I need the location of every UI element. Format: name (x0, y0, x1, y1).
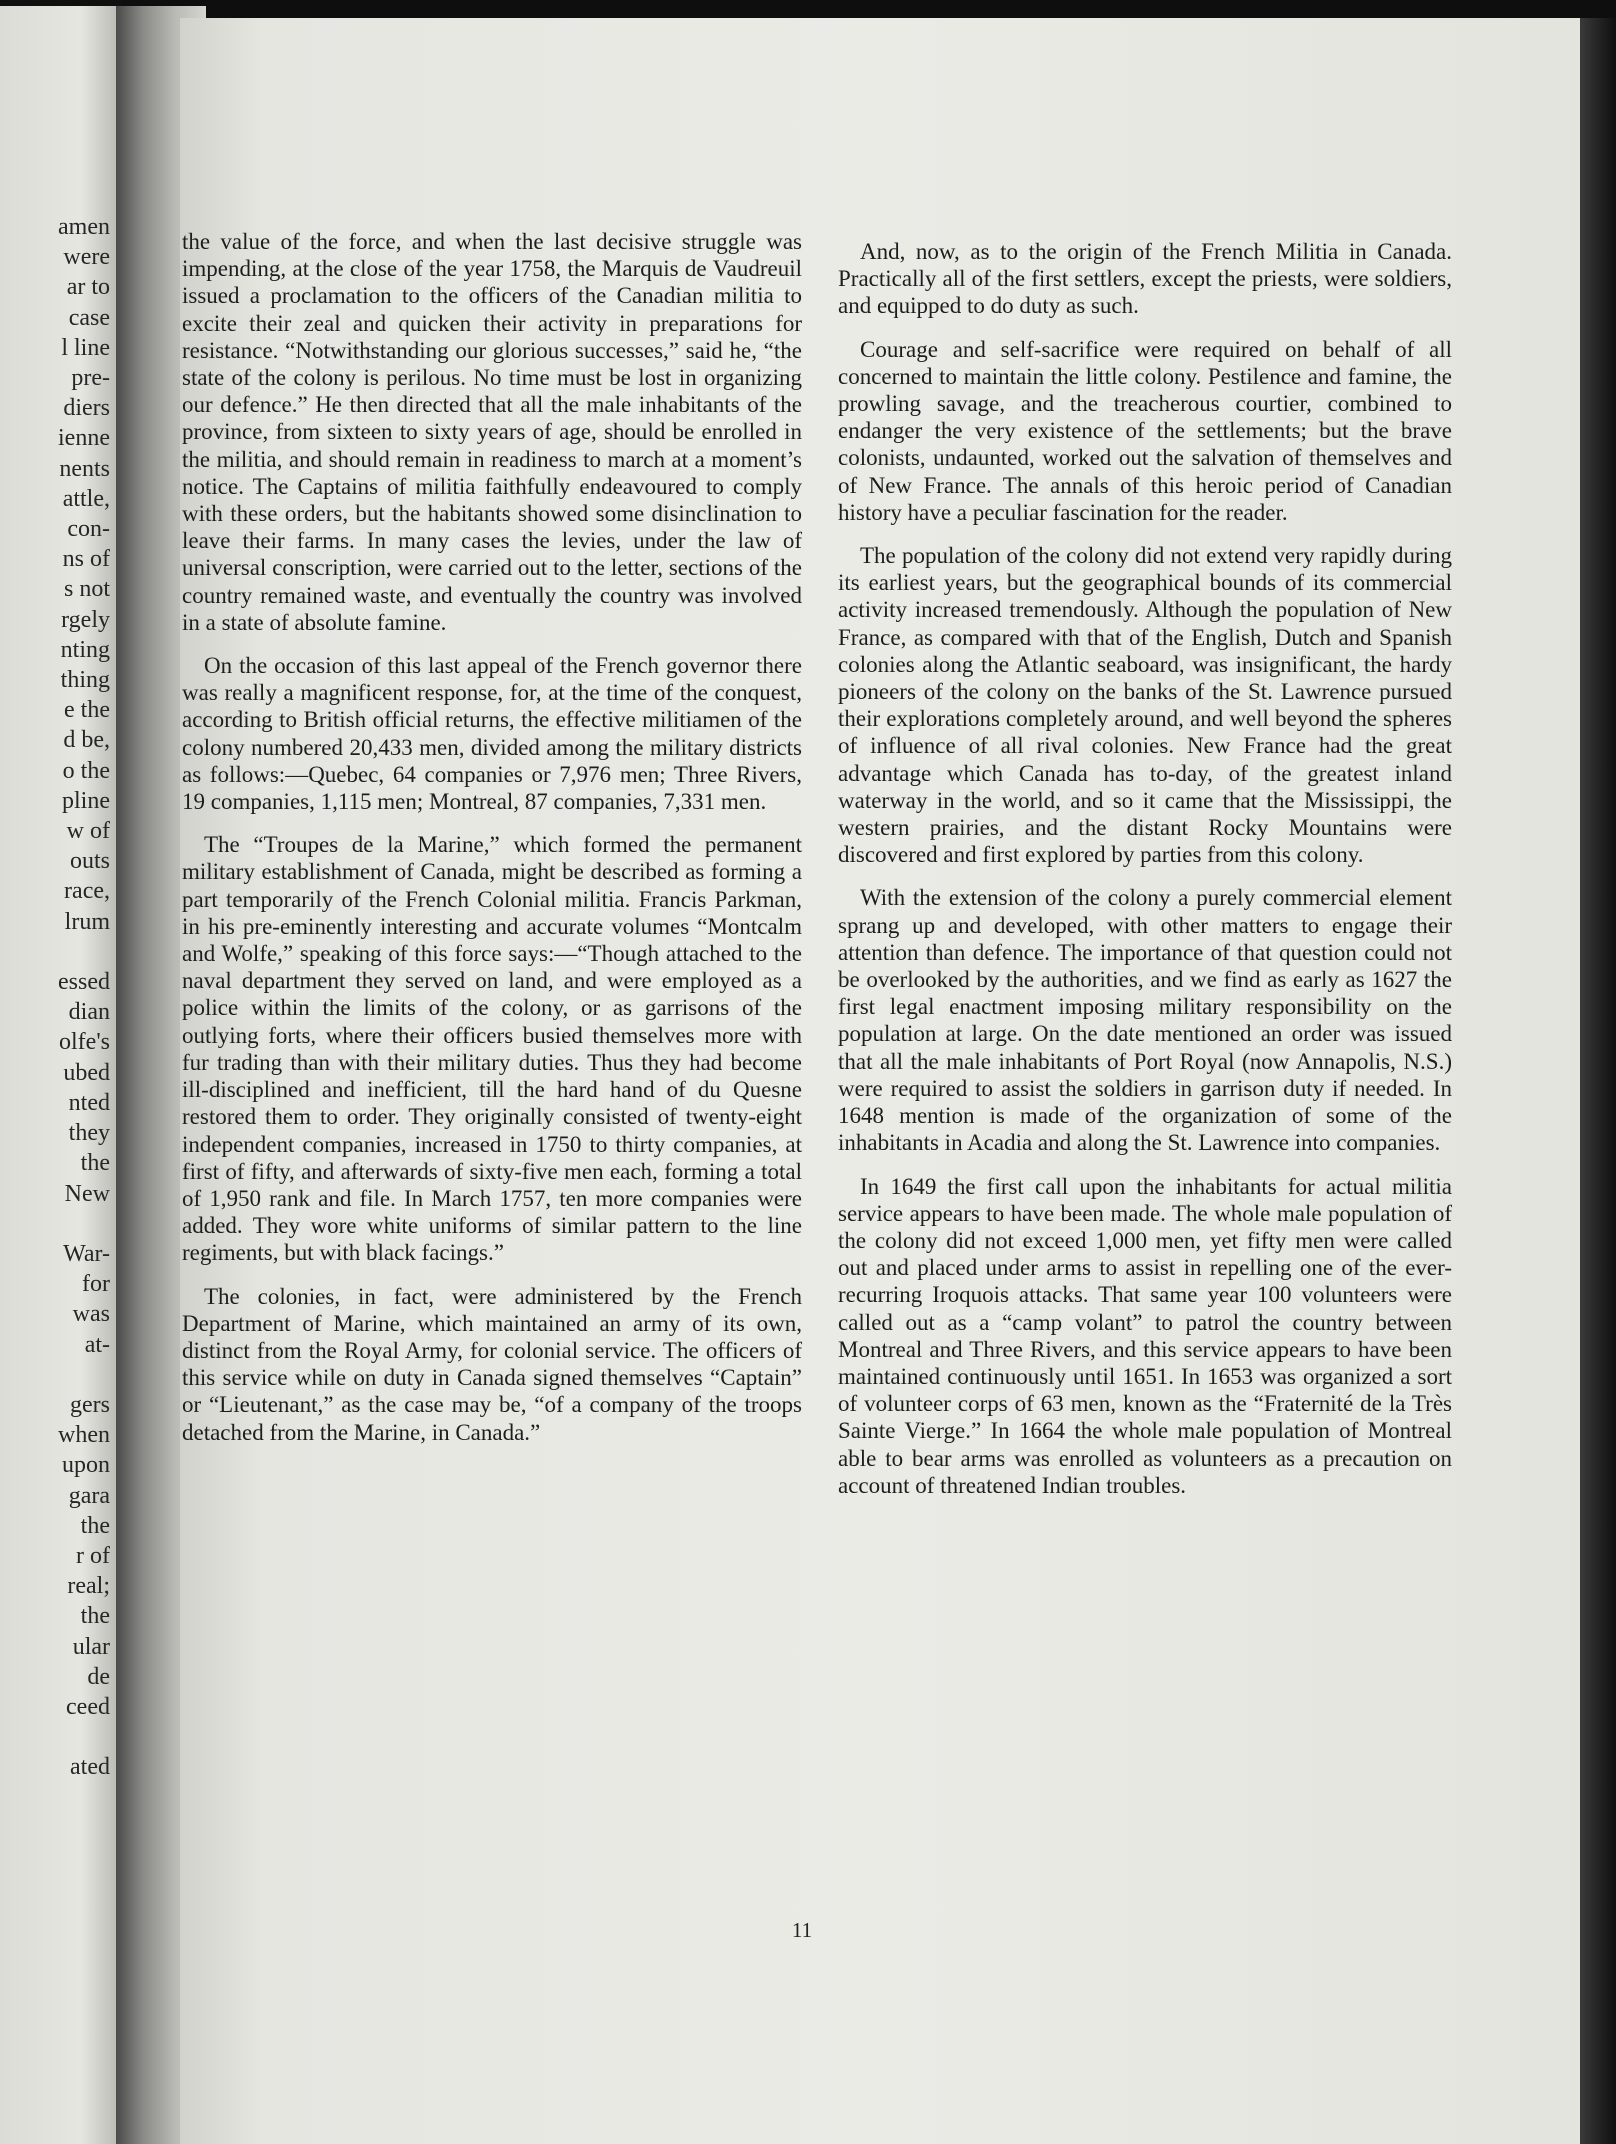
paragraph: Courage and self-sacrifice were required on behalf of all concerned to maintain the little colony. Pestilence and famine, the prowling savage, and the treacherous courtier, combined to endanger the very existence of the settlements; but the brave colonists, undaunted, worked out the salvation of themselves and of New France. The annals of this heroic period of Canadian history have a peculiar fascination for the reader. (838, 336, 1452, 525)
paragraph: On the occasion of this last appeal of the French governor there was really a magnificent response, for, at the time of the conquest, according to British official returns, the effective militiamen of the colony numbered 20,433 men, divided among the military districts as follows:—Quebec, 64 companies or 7,976 men; Three Rivers, 19 companies, 1,115 men; Montreal, 87 companies, 7,331 men. (182, 653, 802, 815)
left-text-column (182, 228, 802, 1446)
paragraph: In 1649 the first call upon the inhabitants for actual militia service appears to have been made. The whole male population of the colony did not exceed 1,000 men, yet fifty men were called out and placed under arms to assist in repelling one of the ever-recurring Iroquois attacks. That same year 100 volunteers were called out as a “camp volant” to patrol the country between Montreal and Three Rivers, and this service appears to have been maintained continuously until 1651. In 1653 was organized a sort of volunteer corps of 63 men, known as the “Fraternité de la Très Sainte Vierge.” In 1664 the whole male population of Montreal able to bear arms was enrolled as volunteers as a precaution on account of threatened Indian troubles. (838, 1173, 1452, 1498)
page-number: 11 (791, 1918, 813, 1942)
paragraph: The “Troupes de la Marine,” which formed the permanent military establishment of Canada, might be described as forming a part temporarily of the French Colonial militia. Francis Parkman, in his pre-eminently interesting and accurate volumes “Montcalm and Wolfe,” speaking of this force says:—“Though attached to the naval department they served on land, and were employed as a police within the limits of the colony, or as garrisons of the outlying forts, where their officers busied themselves more with fur trading than with their military duties. Thus they had become ill-disciplined and inefficient, till the hard hand of du Quesne restored them to order. They originally consisted of twenty-eight independent companies, increased in 1750 to thirty companies, at first of fifty, and afterwards of sixty-five men each, forming a total of 1,950 rank and file. In March 1757, ten more companies were added. They wore white uniforms of similar pattern to the line regiments, but with black facings.” (182, 832, 802, 1266)
facing-page-text-fragments: amen were ar to case l line pre- diers ienne nents attle, con- ns of s not rgely nting thing e the d be, o the pline w of outs race, lrum essed dian olfe's ubed nted they the New War- for was at- gers when upon gara the r of real; the ular de ceed ated (58, 214, 110, 1781)
paragraph: the value of the force, and when the last decisive struggle was impending, at the close of the year 1758, the Marquis de Vaudreuil issued a proclamation to the officers of the Canadian militia to excite their zeal and quicken their activity in preparations for resistance. “Notwithstanding our glorious successes,” said he, “the state of the colony is perilous. No time must be lost in organizing our defence.” He then directed that all the male inhabitants of the province, from sixteen to sixty years of age, should be enrolled in the militia, and should remain in readiness to march at a moment’s notice. The Captains of militia faithfully endeavoured to comply with these orders, but the habitants showed some disinclination to leave their farms. In many cases the levies, under the law of universal conscription, were carried out to the letter, sections of the country remained waste, and eventually the country was involved in a state of absolute famine. (182, 229, 802, 635)
paragraph: The population of the colony did not extend very rapidly during its earliest years, but the geographical bounds of its commercial activity increased tremendously. Although the population of New France, as compared with that of the English, Dutch and Spanish colonies along the Atlantic seaboard, was insignificant, the hardy pioneers of the colony on the banks of the St. Lawrence pursued their explorations completely around, and well beyond the spheres of influence of all rival colonies. New France had the great advantage which Canada has to-day, of the greatest inland waterway in the world, and so it came that the Mississippi, the western prairies, and the distant Rocky Mountains were discovered and first explored by parties from this colony. (838, 543, 1452, 868)
facing-page-edge (0, 6, 116, 2144)
paragraph: And, now, as to the origin of the French Militia in Canada. Practically all of the first settlers, except the priests, were soldiers, and equipped to do duty as such. (838, 239, 1452, 319)
right-text-column (838, 238, 1452, 1499)
scan-border-right (1580, 18, 1616, 2144)
paragraph: With the extension of the colony a purely commercial element sprang up and developed, with other matters to engage their attention than defence. The importance of that question could not be overlooked by the authorities, and we find as early as 1627 the first legal enactment imposing military responsibility on the population at large. On the date mentioned an order was issued that all the male inhabitants of Port Royal (now Annapolis, N.S.) were required to assist the soldiers in garrison duty if needed. In 1648 mention is made of the organization of some of the inhabitants in Acadia and along the St. Lawrence into companies. (838, 885, 1452, 1156)
paragraph: The colonies, in fact, were administered by the French Department of Marine, which maintained an army of its own, distinct from the Royal Army, for colonial service. The officers of this service while on duty in Canada signed themselves “Captain” or “Lieutenant,” as the case may be, “of a company of the troops detached from the Marine, in Canada.” (182, 1283, 802, 1445)
